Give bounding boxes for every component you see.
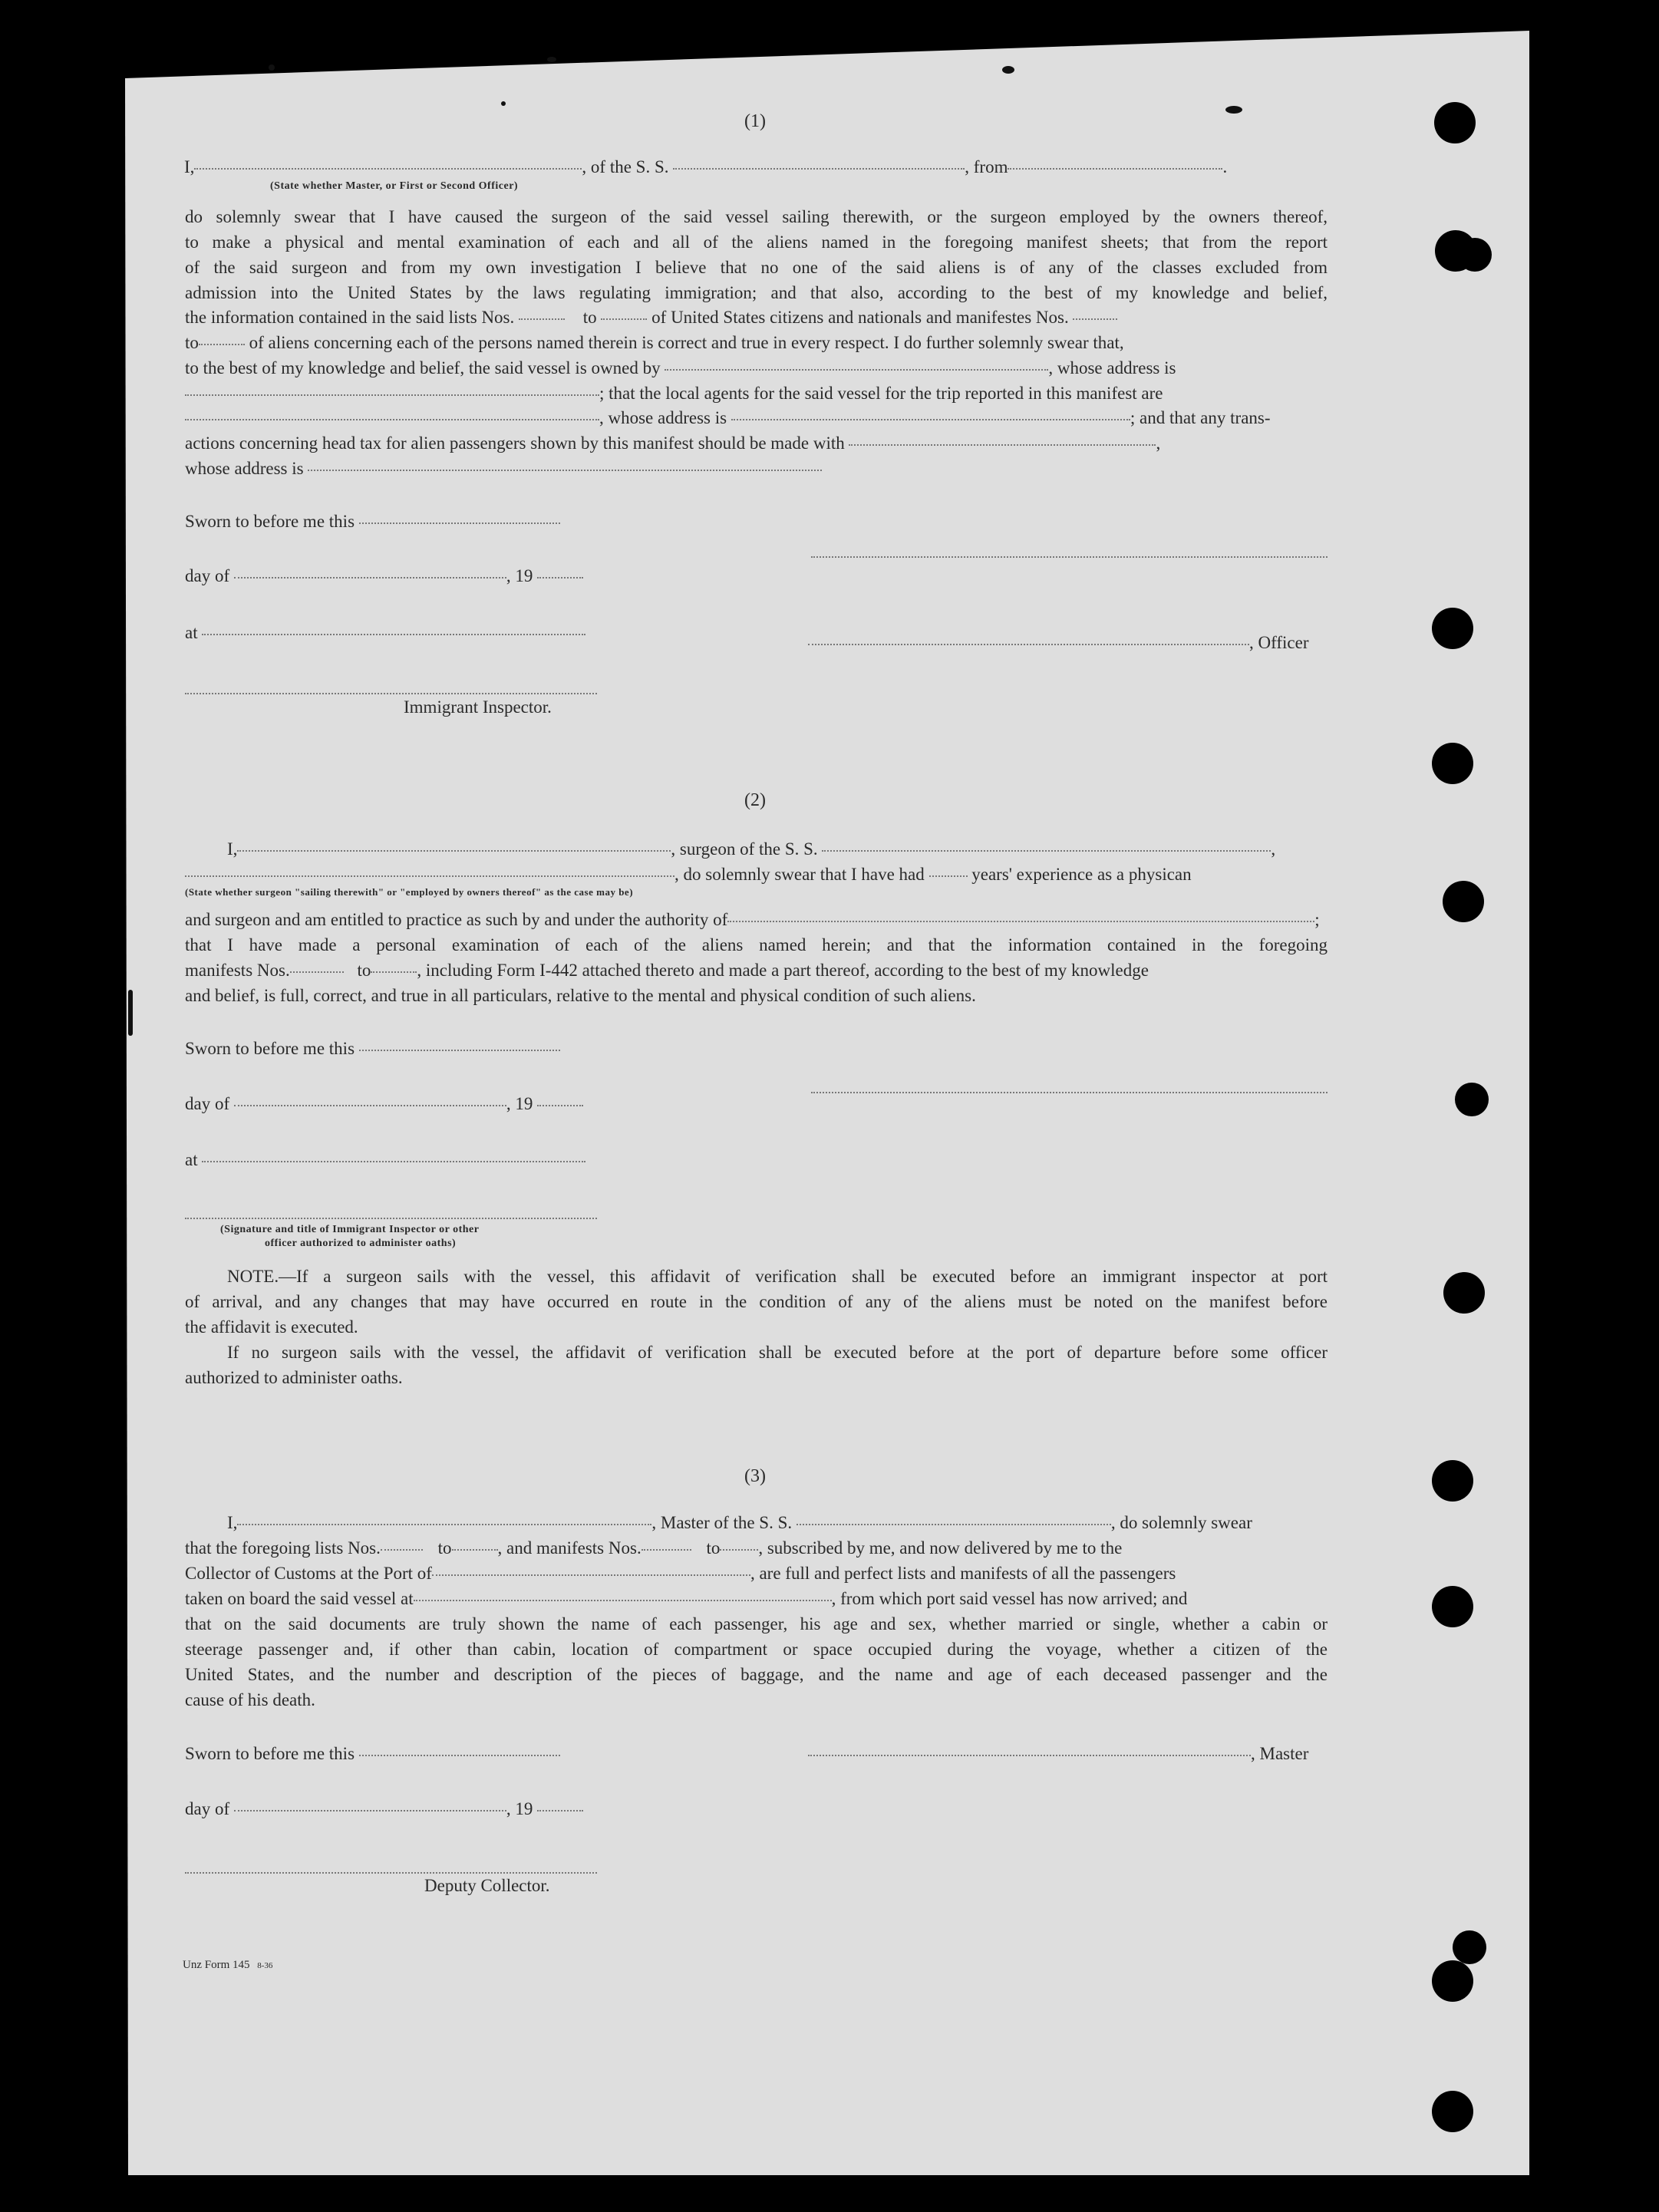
contact-address-field[interactable] [308, 470, 822, 471]
immigrant-inspector-label: Immigrant Inspector. [404, 697, 552, 717]
belief-line: and belief, is full, correct, and true in all particulars, relative to the mental and physical condition of such aliens. [185, 986, 976, 1005]
vessel-name-field[interactable] [673, 168, 965, 170]
local-agents-field[interactable] [185, 419, 599, 420]
full-lists-label: , are full and perfect lists and manifests of all the passengers [750, 1564, 1176, 1583]
owner-field[interactable] [665, 369, 1048, 371]
master-line-3 [185, 1564, 1328, 1584]
section-1-para-line: admission into the United States by the laws regulating immigration; and that also, according to the best of my knowledge and belief, [185, 283, 1328, 302]
manifests-to-field[interactable] [199, 344, 245, 345]
inspector-signature-line[interactable] [185, 693, 597, 694]
day-of-line [185, 566, 583, 586]
ink-speck [269, 64, 275, 71]
surgeon-status-field[interactable] [185, 875, 674, 877]
year-field[interactable] [537, 1810, 583, 1811]
note-line: If no surgeon sails with the vessel, the affidavit of verification shall be executed before at the port of departure before some officer [227, 1343, 1328, 1362]
master-vessel-field[interactable] [797, 1524, 1111, 1525]
sworn-line [185, 1039, 560, 1059]
head-tax-line [185, 433, 1328, 453]
master-signature-field[interactable] [808, 1755, 1251, 1756]
surgeon-name-field[interactable] [237, 850, 671, 852]
officer-name-field[interactable] [194, 168, 582, 170]
aliens-text: of aliens concerning each of the persons named therein is correct and true in every respect. I do further solemnly swear that, [249, 333, 1124, 352]
year-label: , 19 [506, 566, 533, 585]
officer-title-field[interactable] [808, 644, 1249, 645]
note-line: authorized to administer oaths. [185, 1368, 403, 1387]
punctuation: . [1222, 157, 1228, 176]
whose-address-label: whose address is [185, 459, 304, 478]
to-label: to [706, 1538, 721, 1558]
section-3-para-line: that on the said documents are truly shown the name of each passenger, his age and sex, whether married or single, whether a cabin or [185, 1614, 1328, 1633]
lists-line [185, 308, 1328, 328]
deputy-collector-label: Deputy Collector. [424, 1876, 550, 1895]
punch-hole [1455, 1083, 1489, 1116]
lists-to-field[interactable] [601, 318, 647, 320]
sworn-day-field[interactable] [359, 1050, 560, 1051]
subscribed-label: , subscribed by me, and now delivered by me to the [758, 1538, 1123, 1558]
sworn-line [185, 512, 560, 532]
section-3-para-line: steerage passenger and, if other than cabin, location of compartment or space occupied during the voyage, whether a citizen of the [185, 1640, 1328, 1659]
day-of-label: day of [185, 566, 230, 585]
collector-signature-line[interactable] [185, 1872, 597, 1874]
master-line-2 [185, 1538, 1328, 1558]
owned-by-label: to the best of my knowledge and belief, the said vessel is owned by [185, 358, 661, 377]
section-3-heading: (3) [744, 1466, 766, 1486]
sworn-label: Sworn to before me this [185, 512, 355, 531]
ink-speck [547, 57, 556, 62]
agents-address-line [185, 408, 1328, 428]
authority-label: and surgeon and am entitled to practice as such by and under the authority of [185, 910, 728, 929]
surgeon-signature-line[interactable] [811, 1092, 1328, 1093]
section-1-para-line: do solemnly swear that I have caused the surgeon of the said vessel sailing therewith, or the surgeon employed by the owners thereof, [185, 207, 1328, 226]
surgeon-line-2 [185, 865, 1328, 885]
citizens-label: of United States citizens and nationals and manifestes Nos. [651, 308, 1069, 327]
owner-address-field[interactable] [185, 394, 599, 396]
note-line: of arrival, and any changes that may have occurred en route in the condition of any of the aliens must be noted on the manifest before [185, 1292, 1328, 1311]
note-line: the affidavit is executed. [185, 1317, 358, 1337]
port-of-departure-field[interactable] [414, 1600, 832, 1601]
to-label: to [357, 961, 371, 980]
manifests-nos-label: , and manifests Nos. [497, 1538, 642, 1558]
month-field[interactable] [234, 577, 506, 579]
sworn-line [185, 1744, 560, 1764]
manifests-line [185, 961, 1328, 981]
form-i442-label: , including Form I-442 attached thereto and made a part thereof, according to the best of my knowledge [417, 961, 1149, 980]
day-of-line [185, 1094, 583, 1114]
owned-line [185, 358, 1328, 378]
sworn-day-field[interactable] [359, 523, 560, 524]
punch-hole [1443, 881, 1484, 922]
officer-label: , Officer [1249, 633, 1309, 652]
month-field[interactable] [234, 1105, 506, 1106]
aliens-line [185, 333, 1328, 353]
master-name-field[interactable] [237, 1524, 651, 1525]
at-line [185, 1150, 585, 1170]
agents-line [185, 384, 1328, 404]
to-label: to [437, 1538, 452, 1558]
head-tax-contact-field[interactable] [849, 444, 1156, 446]
transactions-label: ; and that any trans- [1130, 408, 1271, 427]
officer-signature-row [808, 633, 1308, 653]
month-field[interactable] [234, 1810, 506, 1811]
punch-hole [1443, 1272, 1485, 1314]
whose-address-label: , whose address is [1048, 358, 1176, 377]
punch-hole [1432, 2091, 1473, 2132]
punch-hole [1432, 1586, 1473, 1627]
section-1-para-line: of the said surgeon and from my own investigation I believe that no one of the said aliens is of any of the classes excluded from [185, 258, 1328, 277]
to-label: to [582, 308, 597, 327]
taken-on-board-label: taken on board the said vessel at [185, 1589, 414, 1608]
at-line [185, 623, 585, 643]
ink-speck [1002, 66, 1014, 74]
master-lists-from-field[interactable] [381, 1549, 423, 1551]
form-date-text: 8-36 [257, 1961, 273, 1970]
surgeon-manifest-from-field[interactable] [290, 971, 344, 973]
punch-hole [1432, 608, 1473, 649]
master-lists-to-field[interactable] [452, 1549, 498, 1551]
manifests-nos-label: manifests Nos. [185, 961, 290, 980]
years-field[interactable] [929, 875, 968, 877]
year-label: , 19 [506, 1094, 533, 1113]
surgeon-manifest-to-field[interactable] [371, 971, 417, 973]
solemnly-swear-label: , do solemnly swear [1110, 1513, 1252, 1532]
day-of-line [185, 1799, 583, 1819]
punctuation: , [1271, 839, 1276, 859]
contact-address-line [185, 459, 822, 479]
port-field[interactable] [432, 1574, 750, 1576]
punctuation: ; [1314, 910, 1320, 929]
punch-hole [1453, 1930, 1486, 1964]
day-of-label: day of [185, 1094, 230, 1113]
punch-hole [1432, 1960, 1473, 2002]
ink-speck [128, 990, 133, 1036]
at-label: at [185, 623, 198, 642]
ink-speck [501, 101, 506, 106]
section-1-line-1 [184, 157, 1328, 177]
surgeon-caption: (State whether surgeon "sailing therewith" or "employed by owners thereof" as the case may be) [185, 886, 634, 898]
master-label: , Master [1251, 1744, 1309, 1763]
master-of-label: , Master of the S. S. [651, 1513, 793, 1532]
head-tax-label: actions concerning head tax for alien passengers shown by this manifest should be made with [185, 433, 845, 453]
surgeon-vessel-field[interactable] [822, 850, 1271, 852]
note-line: NOTE.—If a surgeon sails with the vessel, this affidavit of verification shall be executed before an immigrant inspector at port [227, 1267, 1328, 1286]
master-manifests-from-field[interactable] [642, 1549, 691, 1551]
pronoun-i: I, [184, 157, 195, 176]
pronoun-i: I, [227, 1513, 238, 1532]
signature-caption-2: officer authorized to administer oaths) [265, 1238, 457, 1249]
authority-field[interactable] [727, 921, 1314, 922]
form-number-text: Unz Form 145 [183, 1959, 250, 1971]
section-1-para-line: to make a physical and mental examination of each and all of the aliens named in the foregoing manifest sheets; that from the report [185, 232, 1328, 252]
master-manifests-to-field[interactable] [720, 1549, 758, 1551]
sworn-label: Sworn to before me this [185, 1744, 355, 1763]
punctuation: , [1156, 433, 1161, 453]
authority-line [185, 910, 1328, 930]
sworn-day-field[interactable] [359, 1755, 560, 1756]
section-1-heading: (1) [744, 111, 766, 131]
surgeon-line-1 [227, 839, 1328, 859]
lists-nos-label: the information contained in the said lists Nos. [185, 308, 515, 327]
experience-label: , do solemnly swear that I have had [674, 865, 925, 884]
master-signature-row [808, 1744, 1308, 1764]
day-of-label: day of [185, 1799, 230, 1818]
surgeon-label: , surgeon of the S. S. [671, 839, 818, 859]
whose-address-label: , whose address is [599, 408, 727, 427]
sworn-label: Sworn to before me this [185, 1039, 355, 1058]
officer-caption: (State whether Master, or First or Second Officer) [270, 180, 519, 192]
officer-signature-line[interactable] [185, 1218, 597, 1219]
ink-speck [1225, 106, 1242, 114]
punch-hole [1458, 238, 1492, 272]
place-field[interactable] [202, 1161, 585, 1162]
agents-address-field[interactable] [731, 419, 1130, 420]
punch-hole [1432, 743, 1473, 784]
to-label: to [185, 333, 199, 352]
at-label: at [185, 1150, 198, 1169]
lists-nos-label: that the foregoing lists Nos. [185, 1538, 381, 1558]
year-label: , 19 [506, 1799, 533, 1818]
master-line-4 [185, 1589, 1328, 1609]
section-2-heading: (2) [744, 790, 766, 810]
section-3-para-line: United States, and the number and description of the pieces of baggage, and the name and age of each deceased passenger and the [185, 1665, 1328, 1684]
punch-hole [1432, 1460, 1473, 1502]
year-field[interactable] [537, 577, 583, 579]
pronoun-i: I, [227, 839, 238, 859]
officer-signature-line[interactable] [811, 556, 1328, 558]
form-number [183, 1959, 272, 1972]
year-field[interactable] [537, 1105, 583, 1106]
arrived-label: , from which port said vessel has now arrived; and [831, 1589, 1188, 1608]
punch-hole [1434, 102, 1476, 143]
local-agents-label: ; that the local agents for the said vessel for the trip reported in this manifest are [599, 384, 1163, 403]
examination-line: that I have made a personal examination of each of the aliens named herein; and that the information contained in the foregoing [185, 935, 1328, 954]
years-label: years' experience as a physican [971, 865, 1192, 884]
lists-from-field[interactable] [519, 318, 565, 320]
signature-caption-1: (Signature and title of Immigrant Inspector or other [220, 1224, 480, 1235]
port-from-field[interactable] [1008, 168, 1222, 170]
master-line-1 [227, 1513, 1328, 1533]
section-3-para-line: cause of his death. [185, 1690, 315, 1709]
manifests-nos-field[interactable] [1073, 318, 1117, 320]
of-the-ss-label: , of the S. S. [582, 157, 669, 176]
from-label: , from [965, 157, 1008, 176]
place-field[interactable] [202, 634, 585, 635]
port-label: Collector of Customs at the Port of [185, 1564, 432, 1583]
